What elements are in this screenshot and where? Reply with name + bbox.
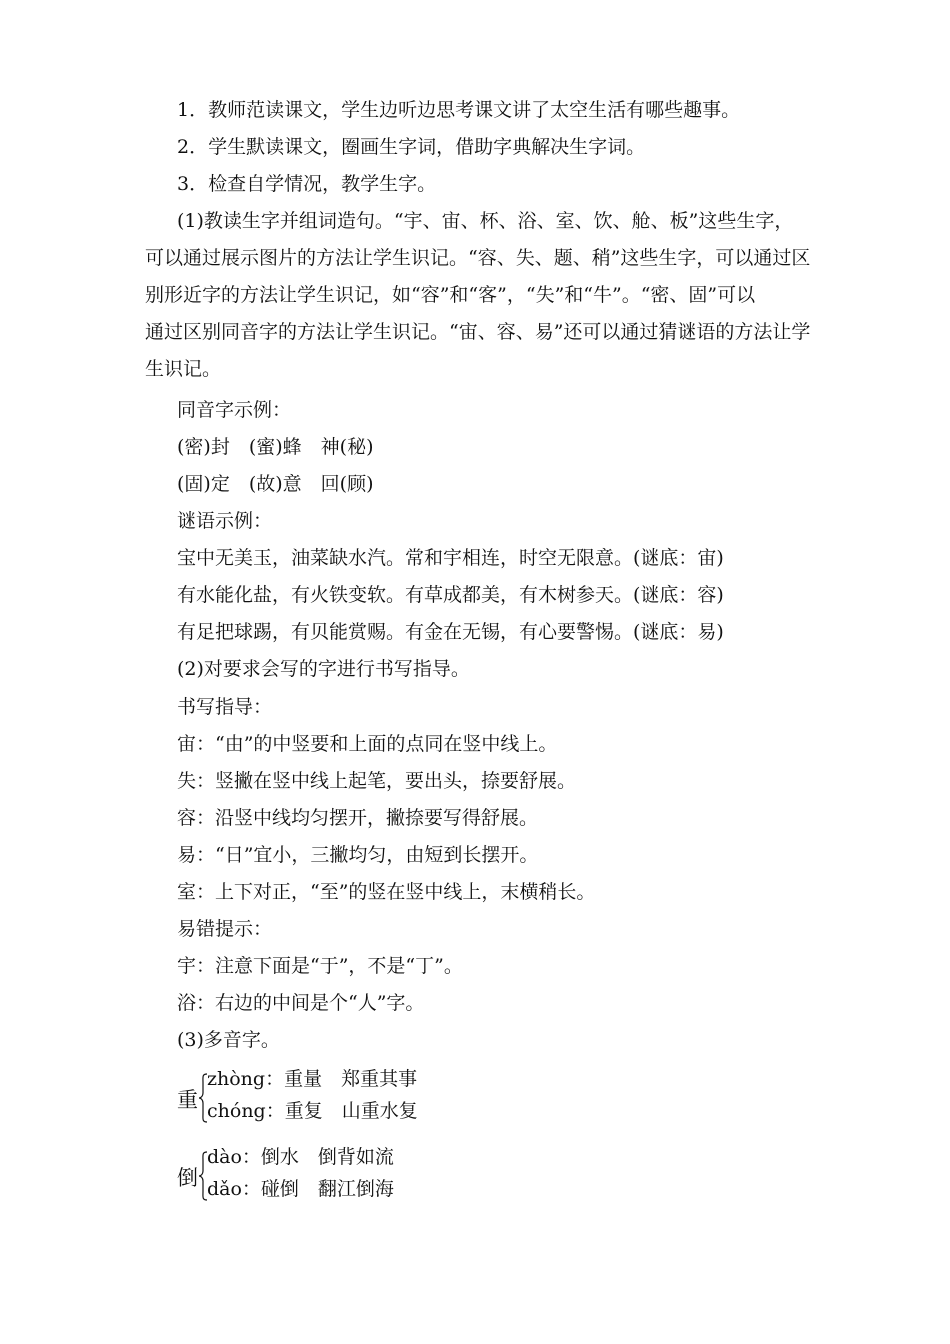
riddle-row: 宝中无美玉，油菜缺水汽。常和宇相连，时空无限意。(谜底：宙) — [177, 547, 724, 569]
sub1-line-5: 生识记。 — [145, 358, 222, 380]
sub2-heading: (2)对要求会写的字进行书写指导。 — [177, 658, 470, 680]
mistake-row: 宇：注意下面是“于”，不是“丁”。 — [177, 955, 463, 977]
polyphone-zhong — [177, 1067, 537, 1137]
polyphone-reading: dǎo：碰倒 翻江倒海 — [207, 1178, 394, 1200]
polyphone-char: 倒 — [177, 1166, 198, 1190]
homophones-heading: 同音字示例： — [177, 399, 292, 421]
sub1-line-2: 可以通过展示图片的方法让学生识记。“容、失、题、稍”这些生字，可以通过区 — [145, 247, 811, 269]
homophones-row: (密)封 (蜜)蜂 神(秘) — [177, 436, 374, 458]
polyphone-char: 重 — [177, 1088, 198, 1112]
writing-heading: 书写指导： — [177, 696, 273, 718]
sub1-line-1: (1)教读生字并组词造句。“宇、宙、杯、浴、室、饮、舱、板”这些生字， — [177, 210, 794, 232]
mistake-row: 浴：右边的中间是个“人”字。 — [177, 992, 425, 1014]
step-2: 2．学生默读课文，圈画生字词，借助字典解决生字词。 — [177, 136, 646, 158]
mistakes-heading: 易错提示： — [177, 918, 273, 940]
step-1: 1．教师范读课文，学生边听边思考课文讲了太空生活有哪些趣事。 — [177, 99, 741, 121]
polyphone-dao — [177, 1145, 537, 1215]
writing-row: 容：沿竖中线均匀摆开，撇捺要写得舒展。 — [177, 807, 539, 829]
writing-row: 室：上下对正，“至”的竖在竖中线上，末横稍长。 — [177, 881, 596, 903]
riddle-row: 有水能化盐，有火铁变软。有草成都美，有木树参天。(谜底：容) — [177, 584, 724, 606]
step-3: 3．检查自学情况，教学生字。 — [177, 173, 437, 195]
sub1-line-3: 别形近字的方法让学生识记，如“容”和“客”，“失”和“牛”。“密、固”可以 — [145, 284, 756, 306]
polyphone-reading: dào：倒水 倒背如流 — [207, 1146, 394, 1168]
sub1-line-4: 通过区别同音字的方法让学生识记。“宙、容、易”还可以通过猜谜语的方法让学 — [145, 321, 811, 343]
sub3-heading: (3)多音字。 — [177, 1029, 280, 1051]
homophones-row: (固)定 (故)意 回(顾) — [177, 473, 374, 495]
polyphone-reading: zhòng：重量 郑重其事 — [207, 1068, 418, 1090]
riddles-heading: 谜语示例： — [177, 510, 273, 532]
writing-row: 失：竖撇在竖中线上起笔，要出头，捺要舒展。 — [177, 770, 577, 792]
writing-row: 易：“日”宜小，三撇均匀，由短到长摆开。 — [177, 844, 539, 866]
riddle-row: 有足把球踢，有贝能赏赐。有金在无锡，有心要警惕。(谜底：易) — [177, 621, 724, 643]
writing-row: 宙：“由”的中竖要和上面的点同在竖中线上。 — [177, 733, 558, 755]
polyphone-reading: chóng：重复 山重水复 — [207, 1100, 418, 1122]
